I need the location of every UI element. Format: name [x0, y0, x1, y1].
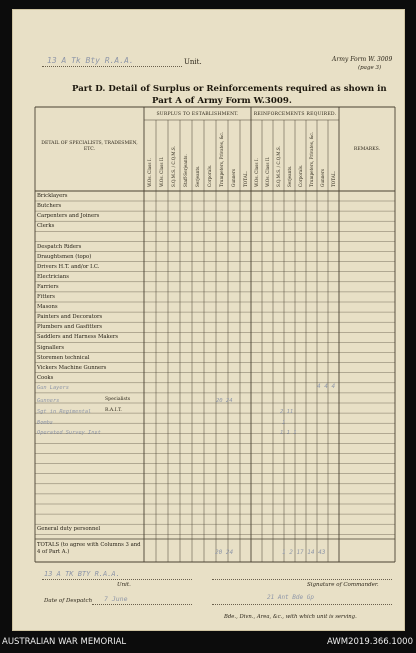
reinforcement-column-label: Corporals. [298, 164, 303, 187]
surplus-header: SURPLUS TO ESTABLISHMENT. [156, 112, 239, 117]
remarks-header: REMARKS. [353, 147, 381, 152]
trade-row-label: Storemen technical [37, 354, 90, 361]
reinforcement-column-label: TOTAL. [331, 171, 336, 187]
trade-row-label: Cooks [37, 374, 54, 381]
detail-column-header: DETAIL OF SPECIALISTS, TRADESMEN, ETC. [41, 141, 138, 152]
page-reference: (page 3) [358, 65, 382, 71]
reinforcement-column-label: S.Q.M.S. / C.Q.M.S. [276, 146, 281, 187]
surplus-column-label: Gunners [231, 168, 236, 187]
trade-row-label: Masons [37, 304, 58, 311]
trade-row-label: Carpenters and Joiners [37, 213, 100, 220]
hw-row-label: Sgt in Regimental [37, 409, 92, 415]
general-duty-label: General duty personnel [37, 526, 101, 532]
hw-row-values: 20 24 [216, 398, 233, 404]
despatch-line [92, 604, 192, 605]
trade-row-label: Drivers H.T. and/or I.C. [37, 263, 100, 270]
surplus-column-label: W.Os. Class II. [159, 156, 164, 187]
surplus-column-label: Corporals. [207, 164, 212, 187]
totals-reinforcements: 1 2 17 14 43 [282, 549, 326, 556]
form-title-line2: Part A of Army Form W.3009. [152, 96, 292, 106]
trade-row-label: Despatch Riders [37, 243, 82, 250]
form-title-line1: Part D. Detail of Surplus or Reinforcements required as shown in [72, 84, 387, 94]
destination-value: 21 Ant Bde Gp [267, 594, 314, 601]
destination-line [212, 604, 392, 605]
unit-handwritten: 13 A Tk Bty R.A.A. [47, 56, 134, 65]
hw-row-total: 4 4 4 [317, 383, 336, 390]
destination-label: Bde., Divn., Area, &c., with which unit is serving. [224, 614, 357, 620]
hw-row-label: Operated Survey Inst [37, 430, 101, 436]
signature-unit-line [42, 579, 192, 580]
footer-catalogue-id: AWM2019.366.1000 [327, 637, 413, 647]
trade-row-label: Signallers [37, 344, 65, 351]
commander-line [212, 579, 392, 580]
despatch-label: Date of Despatch [44, 598, 93, 604]
surplus-column-label: Serjeants. [195, 165, 200, 187]
surplus-column-label: S.Q.M.S. / C.Q.M.S. [171, 146, 176, 187]
hw-row-values: 1 [282, 420, 286, 426]
signature-unit-handwritten: 13 A TK BTY R.A.A. [44, 570, 120, 578]
reinforcement-column-label: Gunners [320, 168, 325, 187]
trade-row-label: Electricians [37, 273, 69, 280]
hw-row-values: 1 1 1 [280, 430, 297, 436]
unit-label: Unit. [184, 58, 202, 66]
surplus-column-label: Trumpeters, Privates, &c. [219, 132, 224, 187]
hw-row-label: Bombs [37, 420, 53, 426]
reinforcements-header: REINFORCEMENTS REQUIRED. [253, 112, 337, 117]
footer-credit: AUSTRALIAN WAR MEMORIAL [2, 637, 127, 647]
hw-row-label: Gun Layers [37, 385, 69, 391]
trade-row-label: Fitters [37, 294, 56, 300]
hw-row-label: Gunners [37, 398, 60, 404]
hw-row-values: 2 11 [280, 409, 294, 415]
hw-row-note: R.A.I.T. [105, 408, 122, 413]
totals-label: TOTALS (to agree with Columns 3 and 4 of Part A.) [37, 542, 141, 555]
trade-row-label: Vickers Machine Gunners [37, 364, 107, 371]
surplus-column-label: Staff-Serjeants. [183, 154, 188, 187]
totals-surplus: 20 24 [215, 549, 234, 556]
commander-label: Signature of Commander. [307, 582, 379, 588]
signature-unit-label: Unit. [117, 582, 131, 588]
trade-row-label: Draughtsmen (topo) [37, 253, 92, 260]
hw-row-note: Specialists [105, 397, 131, 402]
despatch-value: 7 June [104, 595, 128, 603]
reinforcement-column-label: W.Os. Class I. [254, 158, 259, 187]
trade-row-label: Saddlers and Harness Makers [37, 334, 119, 341]
trade-row-label: Butchers [37, 203, 62, 210]
trade-row-label: Clerks [37, 223, 55, 230]
trade-row-label: Plumbers and Gasfitters [37, 324, 103, 331]
form-sheet [12, 9, 405, 631]
trade-row-label: Painters and Decorators [37, 314, 103, 321]
reinforcement-column-label: Serjeants. [287, 165, 292, 187]
trade-row-label: Bricklayers [37, 193, 68, 199]
reinforcement-column-label: W.Os. Class II. [265, 156, 270, 187]
trade-row-label: Farriers [37, 283, 59, 290]
reinforcement-column-label: Trumpeters, Privates, &c. [309, 132, 314, 187]
form-reference: Army Form W. 3009 [332, 56, 393, 63]
surplus-column-label: W.Os. Class I. [147, 158, 152, 187]
surplus-column-label: TOTAL. [243, 171, 248, 187]
